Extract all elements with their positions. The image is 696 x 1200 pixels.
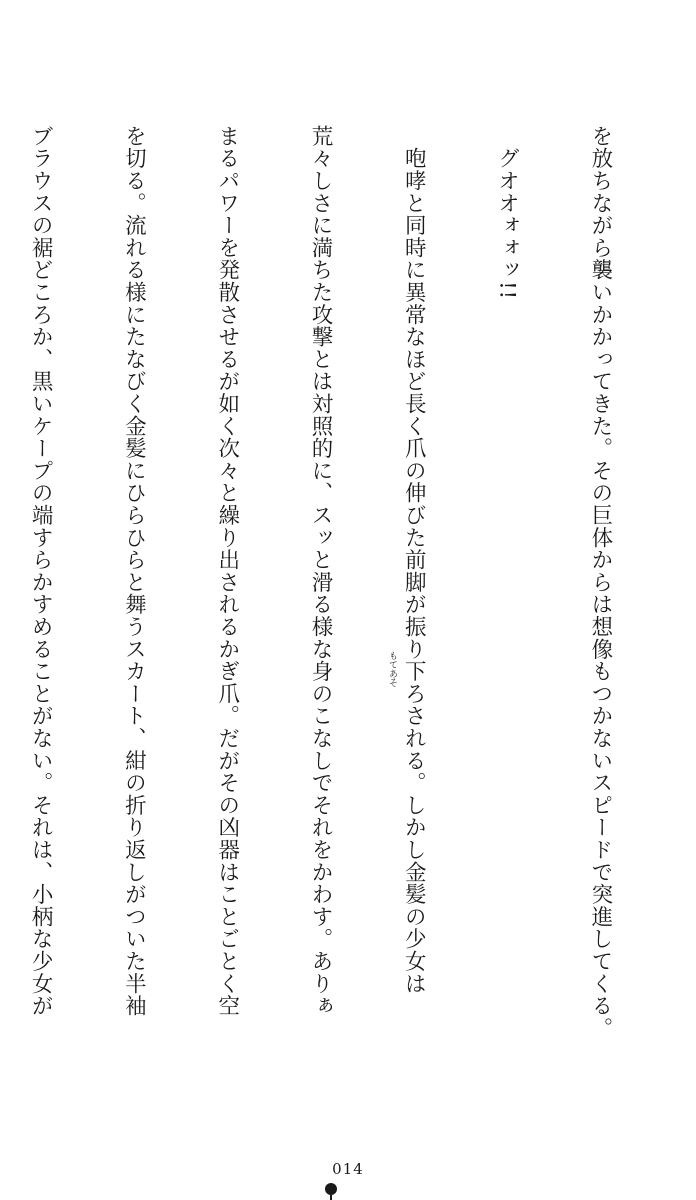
page-marker-stem [330, 1193, 332, 1200]
body-line: 荒々しさに満ちた攻撃とは対照的に、スッと滑る様な身のこなしでそれをかわす。ありぁ [307, 125, 333, 1017]
ruby-annotation: もてあそ [387, 651, 397, 687]
body-line: まるパワーを発散させるが如く次々と繰り出されるかぎ爪。だがその凶器はことごとく空 [214, 125, 240, 1017]
body-line: を放ちながら襲いかかってきた。その巨体からは想像もつかないスピードで突進してくる。 [587, 125, 613, 1040]
body-line: ブラウスの裾どころか、黒いケープの端すらかすめることがない。それは、小柄な少女が [28, 125, 54, 1017]
page-number: 014 [332, 1160, 364, 1178]
vertical-body-text [0, 125, 678, 1040]
body-line: グオオォォッ!! [494, 125, 520, 300]
body-line: を切る。流れる様にたなびく金髪にひらひらと舞うスカート、紺の折り返しがついた半袖 [121, 125, 147, 1017]
body-line: 咆哮と同時に異常なほど長く爪の伸びた前脚が振り下ろされる。しかし金髪の少女は [401, 125, 427, 995]
